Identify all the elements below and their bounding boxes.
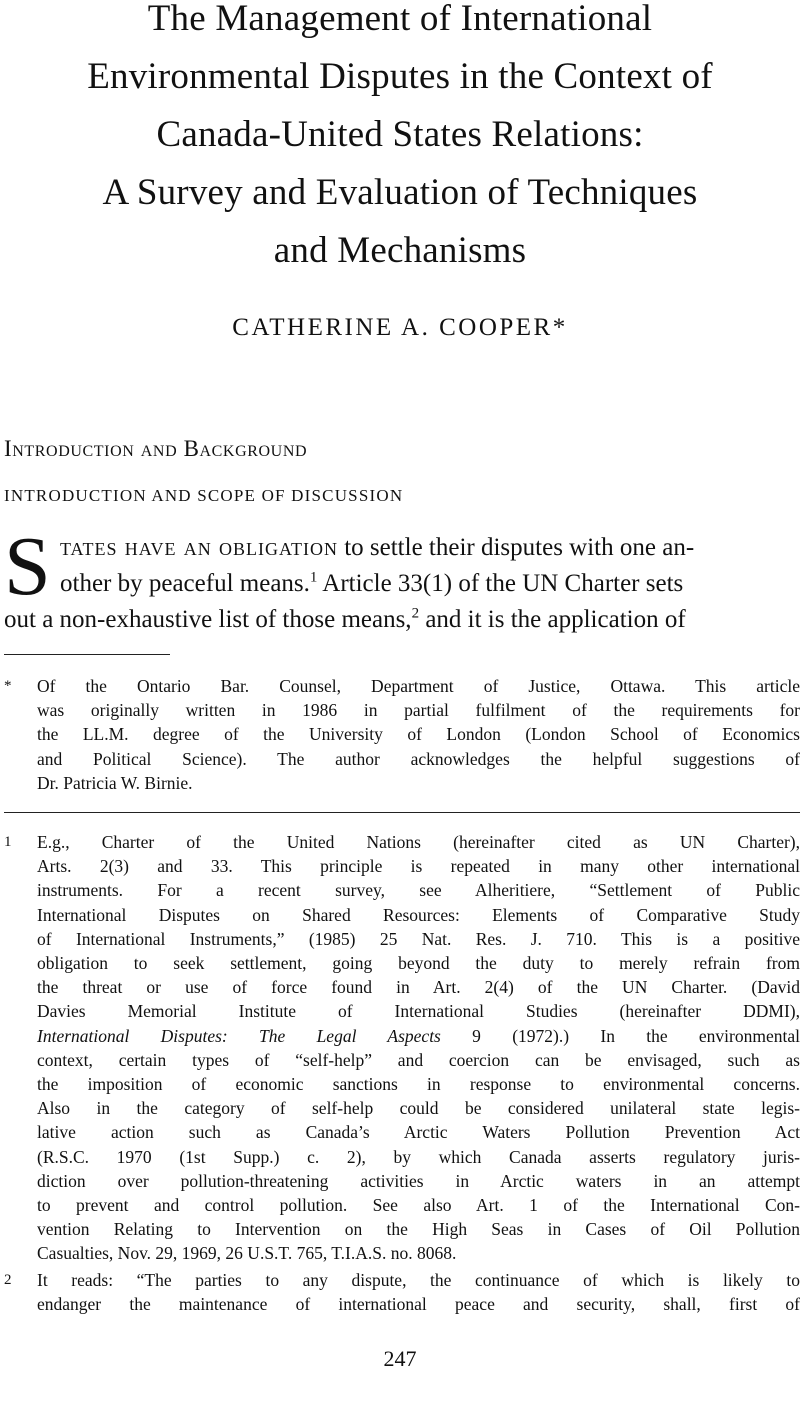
footnote-line: E.g., Charter of the United Nations (hereinafter cited as UN Charter), (37, 832, 800, 852)
body-line (4, 530, 800, 566)
footnote-ref: 2 (411, 605, 420, 622)
footnote-line: Casualties, Nov. 29, 1969, 26 U.S.T. 765, T.I.A.S. no. 8068. (37, 1243, 457, 1264)
footnote-ref: 1 (309, 569, 318, 586)
body-text-span: other by peaceful means. (60, 570, 310, 597)
body-line (4, 602, 800, 638)
article-title (0, 0, 800, 280)
footnotes-divider (4, 812, 800, 813)
footnote-text-span: 9 (1972).) In the environmental (440, 1025, 800, 1046)
footnote-line: to prevent and control pollution. See also Art. 1 of the International Con- (37, 1195, 800, 1216)
author-name: CATHERINE A. COOPER* (232, 314, 568, 341)
title-line: and Mechanisms (273, 230, 527, 271)
body-text-span: to settle their disputes with one an- (337, 534, 695, 561)
note-line: and Political Science). The author acknowledges the helpful suggestions of (37, 748, 800, 769)
footnote-line: Arts. 2(3) and 33. This principle is repeated in many other international (37, 856, 800, 877)
body-text-span: Article 33(1) of the UN Charter sets (317, 570, 684, 597)
footnote-line: the imposition of economic sanctions in response to environmental concerns. (37, 1074, 800, 1095)
asterisk-marker: * (4, 678, 12, 694)
footnote-line: Also in the category of self-help could be considered unilateral state legis- (37, 1098, 800, 1119)
footnote-line: of International Instruments,” (1985) 25 Nat. Res. J. 710. This is a positive (37, 928, 800, 949)
footnote-line: instruments. For a recent survey, see Alheritiere, “Settlement of Public (37, 880, 800, 901)
title-line: Environmental Disputes in the Context of (87, 56, 713, 97)
footnote-2 (4, 1268, 800, 1316)
footnote-line: vention Relating to Intervention on the High Seas in Cases of Oil Pollution (37, 1219, 800, 1240)
body-line (4, 566, 800, 602)
footnote-line: It reads: “The parties to any dispute, the continuance of which is likely to (37, 1270, 800, 1290)
title-line: The Management of International (147, 0, 653, 39)
footnote-1 (4, 830, 800, 1266)
body-text-span: and it is the application of (419, 606, 686, 633)
footnote-line: endanger the maintenance of international peace and security, shall, first of (37, 1294, 800, 1315)
footnote-marker: 1 (4, 834, 12, 850)
footnote-line: diction over pollution-threatening activities in Arctic waters in an attempt (37, 1170, 800, 1191)
footnote-line (37, 1024, 800, 1048)
note-line: Dr. Patricia W. Birnie. (37, 772, 193, 793)
drop-cap: S (4, 520, 51, 613)
note-line: was originally written in 1986 in partial fulfilment of the requirements for (37, 700, 800, 721)
footnote-rule (4, 654, 170, 655)
title-line: A Survey and Evaluation of Techniques (102, 172, 698, 213)
author-note (4, 674, 800, 795)
body-paragraph (4, 520, 800, 638)
footnote-line: (R.S.C. 1970 (1st Supp.) c. 2), by which Canada asserts regulatory juris- (37, 1146, 800, 1167)
note-line: Of the Ontario Bar. Counsel, Department of Justice, Ottawa. This article (37, 676, 800, 696)
footnote-line: Davies Memorial Institute of International Studies (hereinafter DDMI), (37, 1001, 800, 1022)
footnote-line: lative action such as Canada’s Arctic Waters Pollution Prevention Act (37, 1122, 800, 1143)
subsection-heading: INTRODUCTION AND SCOPE OF DISCUSSION (4, 486, 404, 505)
note-line: the LL.M. degree of the University of London (London School of Economics (37, 724, 800, 745)
title-line: Canada-United States Relations: (156, 114, 644, 155)
footnote-line: International Disputes on Shared Resources: Elements of Comparative Study (37, 904, 800, 925)
body-text-span: out a non-exhaustive list of those means, (4, 606, 412, 633)
lead-small-caps: tates have an obligation (60, 534, 338, 561)
footnote-marker: 2 (4, 1272, 12, 1288)
page-number: 247 (383, 1346, 417, 1371)
footnote-line: context, certain types of “self-help” and coercion can be envisaged, such as (37, 1049, 800, 1070)
footnote-line: obligation to seek settlement, going beyond the duty to merely refrain from (37, 953, 800, 974)
footnote-line: the threat or use of force found in Art. 2(4) of the UN Charter. (David (37, 977, 800, 998)
section-heading: Introduction and Background (4, 436, 308, 461)
cited-title-italic: International Disputes: The Legal Aspects (37, 1025, 441, 1046)
